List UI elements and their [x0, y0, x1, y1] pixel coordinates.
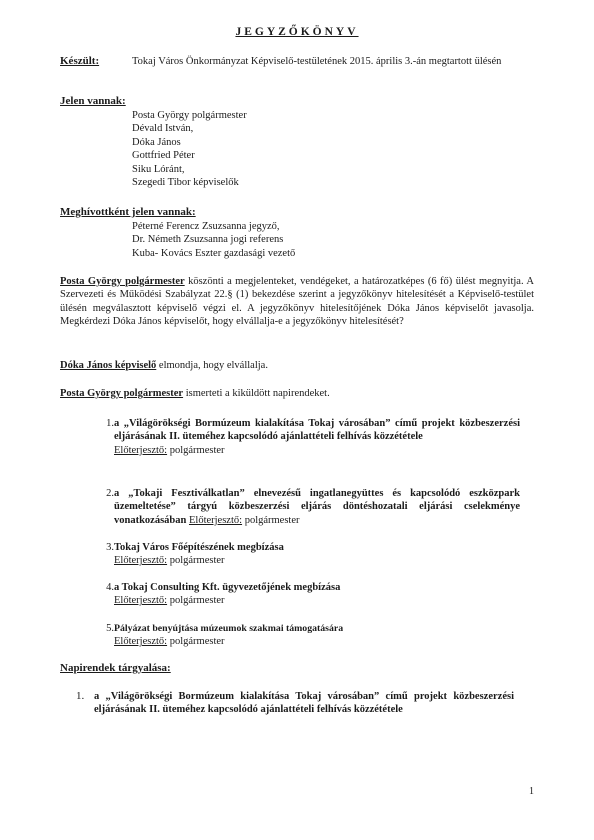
list-item: Péterné Ferencz Zsuzsanna jegyző, [132, 221, 280, 232]
speaker-name: Posta György polgármester [60, 276, 185, 287]
acceptance-paragraph [60, 359, 534, 372]
agenda-item [94, 622, 524, 650]
presenter-label: Előterjesztő: [188, 514, 243, 526]
agenda-number: 1. [106, 418, 114, 429]
agenda-title: a Tokaj Consulting Kft. ügyvezetőjének megbízása [114, 582, 341, 593]
agenda-number: 3. [106, 542, 114, 553]
agenda-number: 2. [106, 488, 114, 499]
presenter-label: Előterjesztő: [114, 595, 168, 607]
presenter-name: polgármester [242, 514, 300, 526]
napirend-title: a „Világörökségi Bormúzeum kialakítása Tokaj városában” című projekt közbeszerzési eljárásának II. üteméhez kapcsolódó ajánlattételi felhívás közzététele [94, 691, 514, 716]
keszult-text: Tokaj Város Önkormányzat Képviselő-testületének 2015. április 3.-án megtartott ülésén [132, 56, 502, 67]
list-item: Dóka János [132, 136, 181, 148]
napirend-number: 1. [76, 690, 85, 702]
agenda-intro-paragraph [60, 387, 534, 400]
list-item: Siku Lóránt, [132, 163, 185, 175]
presenter-label: Előterjesztő: [114, 444, 168, 456]
meghivott-list [132, 220, 295, 260]
page-number: 1 [529, 786, 534, 797]
speaker-name: Dóka János képviselő [60, 360, 157, 371]
speaker-name: Posta György polgármester [60, 388, 184, 399]
paragraph-text: köszönti a megjelenteket, vendégeket, a határozatképes (6 fő) ülést megnyitja. A Szervezeti és Működési Szabályzat 22.§ (1) bekezdése szerint a jegyzőkönyv hitelesítését a Képviselő-testület ülésén megválasztott képviselő végzi el. A jegyzőkönyv hitelesítőjének Dóka János képviselőt javasolja. Megkérdezi Dóka János képviselőt, hogy elvállalja-e a jegyzőkönyv hitelesítését? [60, 276, 534, 328]
jelen-list [132, 109, 247, 189]
agenda-number: 4. [106, 582, 114, 593]
agenda-item [94, 417, 524, 475]
agenda-number: 5. [106, 623, 114, 634]
agenda-title: Pályázat benyújtása múzeumok szakmai támogatására [114, 623, 344, 634]
document-title: JEGYZŐKÖNYV [235, 26, 359, 38]
agenda-title: Tokaj Város Főépítészének megbízása [114, 542, 284, 553]
list-item: Szegedi Tibor képviselők [132, 177, 239, 189]
agenda-item [94, 487, 524, 531]
presenter-label: Előterjesztő: [114, 555, 168, 567]
presenter-name: polgármester [167, 444, 225, 456]
agenda-title-text: a „Tokaji Fesztiválkatlan” elnevezésű ingatlanegyüttes és kapcsolódó eszközpark üzemeltetése” tárgyú közbeszerzési eljárás döntéshozatali eljárási cselekménye vonatkozásában [114, 488, 520, 526]
jelen-label: Jelen vannak: [60, 95, 126, 107]
paragraph-text: elmondja, hogy elvállalja. [156, 360, 268, 371]
list-item: Dévald István, [132, 123, 194, 135]
agenda-item [94, 541, 524, 569]
opening-paragraph [60, 275, 534, 329]
agenda-item [94, 581, 524, 609]
keszult-label: Készült: [60, 55, 100, 67]
meghivott-label: Meghívottként jelen vannak: [60, 206, 196, 218]
list-item: Gottfried Péter [132, 150, 195, 162]
list-item: Posta György polgármester [132, 110, 247, 121]
agenda-title [114, 487, 520, 527]
presenter-label: Előterjesztő: [114, 636, 168, 648]
napirendek-label: Napirendek tárgyalása: [60, 662, 171, 674]
paragraph-text: ismerteti a kiküldött napirendeket. [183, 388, 330, 399]
presenter-name: polgármester [167, 555, 225, 567]
list-item: Dr. Németh Zsuzsanna jogi referens [132, 234, 284, 246]
presenter-name: polgármester [167, 636, 225, 648]
agenda-title: a „Világörökségi Bormúzeum kialakítása Tokaj városában” című projekt közbeszerzési eljárásának II. üteméhez kapcsolódó ajánlattételi felhívás közzététele [114, 418, 520, 443]
presenter-name: polgármester [167, 595, 225, 607]
list-item: Kuba- Kovács Eszter gazdasági vezető [132, 247, 296, 259]
